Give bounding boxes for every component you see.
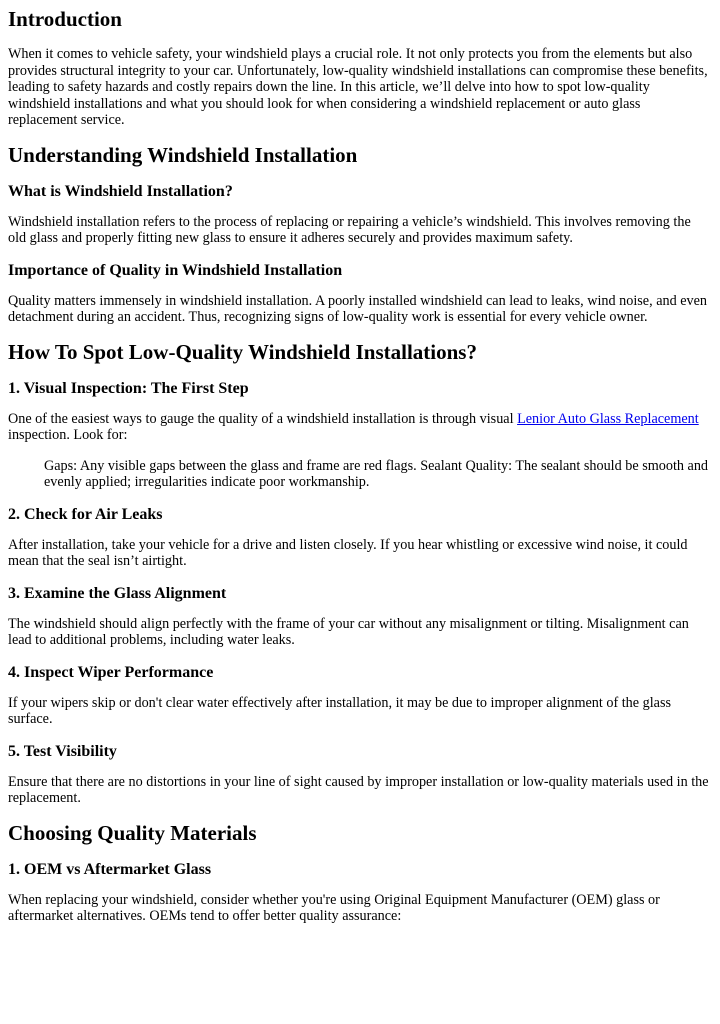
paragraph-oem-vs-aftermarket: When replacing your windshield, consider whether you're using Original Equipment Manufacturer (OEM) glass or aftermarket alternatives. OEMs tend to offer better quality assurance: — [8, 891, 660, 924]
paragraph-visual-inspection — [8, 411, 712, 444]
subheading-glass-alignment: 3. Examine the Glass Alignment — [8, 584, 227, 602]
subheading-test-visibility: 5. Test Visibility — [8, 742, 117, 760]
paragraph-visual-inspection-text-end: inspection. Look for: — [8, 427, 128, 443]
paragraph-what-is-installation: Windshield installation refers to the process of replacing or repairing a vehicle’s windshield. This involves removing the old glass and properly fitting new glass to ensure it adheres securely and provides maximum safety. — [8, 213, 691, 246]
heading-choosing-materials: Choosing Quality Materials — [8, 820, 257, 845]
subheading-oem-vs-aftermarket: 1. OEM vs Aftermarket Glass — [8, 860, 212, 878]
subheading-wiper-performance: 4. Inspect Wiper Performance — [8, 663, 214, 681]
paragraph-test-visibility: Ensure that there are no distortions in your line of sight caused by improper installation or low-quality materials used in the replacement. — [8, 773, 709, 806]
paragraph-introduction: When it comes to vehicle safety, your windshield plays a crucial role. It not only protects you from the elements but also provides structural integrity to your car. Unfortunately, low-quality windshield installations can compromise these benefits, leading to safety hazards and costly repairs down the line. In this article, we’ll delve into how to spot low-quality windshield installations and what you should look for when considering a windshield replacement or auto glass replacement service. — [8, 46, 708, 128]
heading-introduction: Introduction — [8, 7, 122, 31]
paragraph-wiper-performance: If your wipers skip or don't clear water effectively after installation, it may be due to improper alignment of the glass surface. — [8, 694, 671, 727]
lenior-auto-glass-link[interactable]: Lenior Auto Glass Replacement — [517, 410, 699, 427]
heading-how-to-spot: How To Spot Low-Quality Windshield Installations? — [8, 339, 477, 364]
paragraph-glass-alignment: The windshield should align perfectly with the frame of your car without any misalignment or tilting. Misalignment can lead to additional problems, including water leaks. — [8, 615, 689, 648]
paragraph-visual-inspection-text-start: One of the easiest ways to gauge the quality of a windshield installation is through visual — [8, 410, 518, 427]
subheading-air-leaks: 2. Check for Air Leaks — [8, 505, 163, 523]
heading-understanding-installation: Understanding Windshield Installation — [8, 142, 358, 167]
subheading-visual-inspection: 1. Visual Inspection: The First Step — [8, 379, 249, 397]
article — [0, 7, 720, 925]
paragraph-air-leaks: After installation, take your vehicle for a drive and listen closely. If you hear whistling or excessive wind noise, it could mean that the seal isn’t airtight. — [8, 536, 688, 569]
paragraph-importance-of-quality: Quality matters immensely in windshield installation. A poorly installed windshield can lead to leaks, wind noise, and even detachment during an accident. Thus, recognizing signs of low-quality work is essential for every vehicle owner. — [8, 292, 708, 325]
subheading-importance-of-quality: Importance of Quality in Windshield Installation — [8, 261, 343, 279]
inspection-checklist-quote: Gaps: Any visible gaps between the glass and frame are red flags. Sealant Quality: The sealant should be smooth and evenly applied; irregularities indicate poor workmanship. — [44, 457, 709, 490]
subheading-what-is-installation: What is Windshield Installation? — [8, 182, 233, 200]
